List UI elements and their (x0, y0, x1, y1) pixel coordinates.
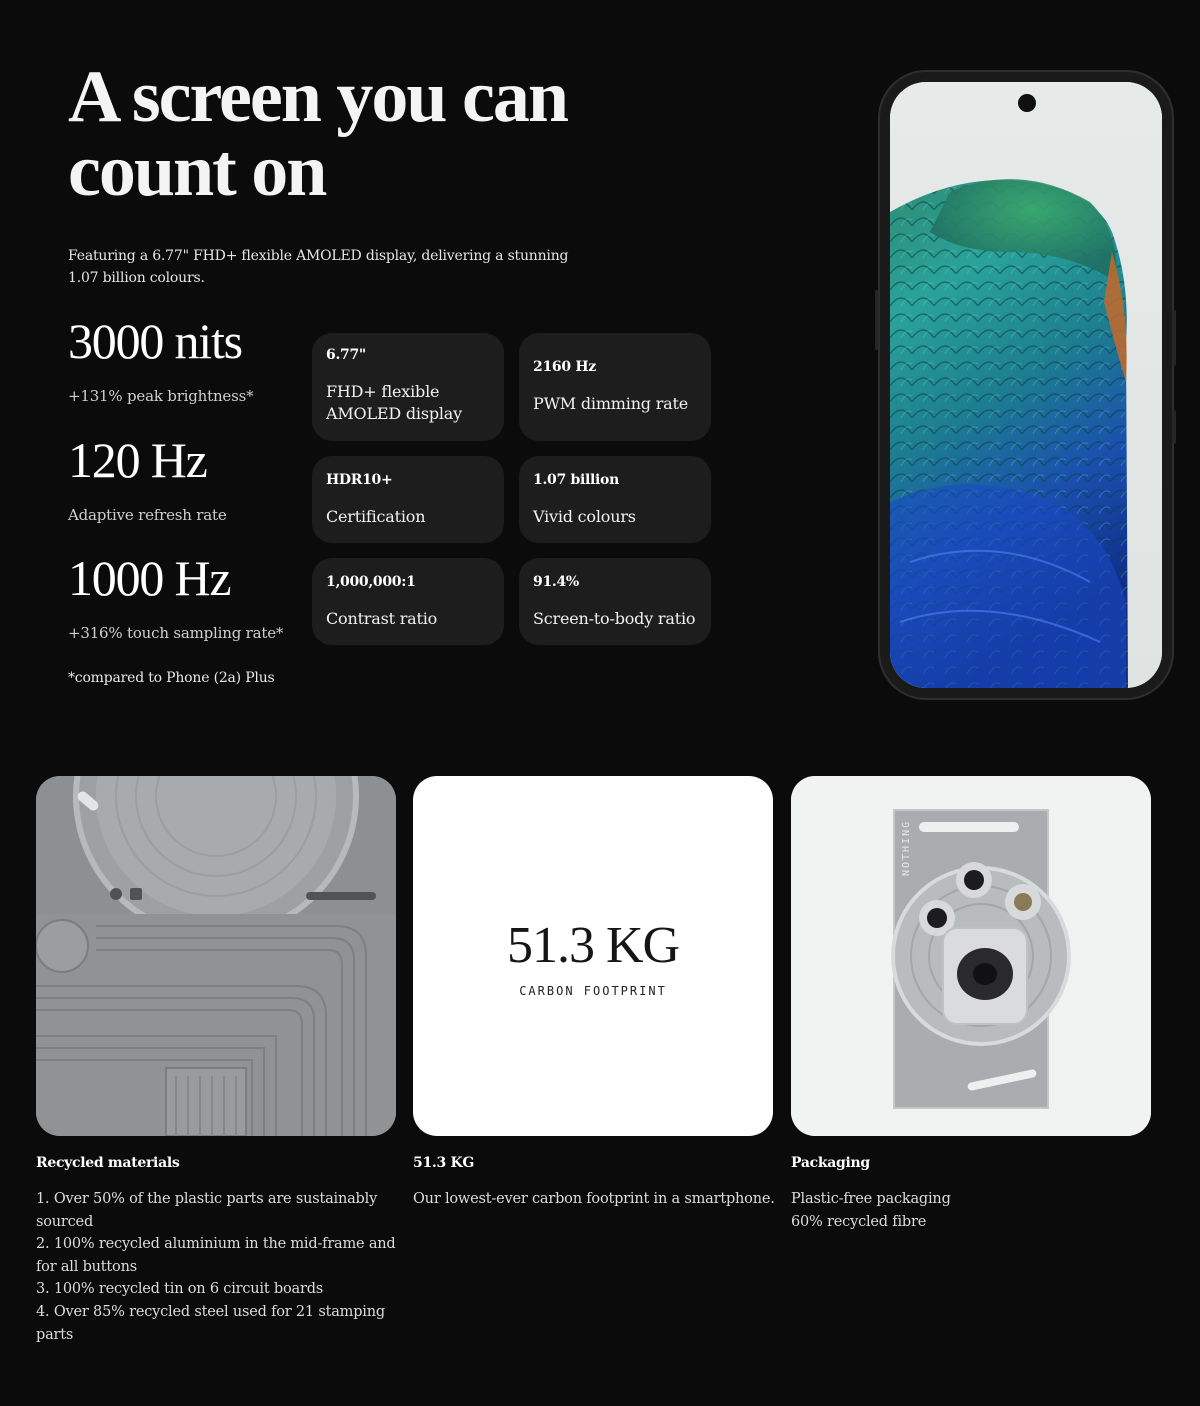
spec-value: HDR10+ (326, 472, 393, 488)
spec-label: Vivid colours (533, 507, 636, 526)
phone-side-button (1172, 410, 1176, 444)
spec-value: 1,000,000:1 (326, 574, 416, 590)
packaging-text (791, 1188, 1153, 1233)
spec-value: 1.07 billion (533, 472, 619, 488)
spec-label: Screen-to-body ratio (533, 609, 696, 628)
packaging-title: Packaging (791, 1155, 870, 1171)
recycled-materials-line: 1. Over 50% of the plastic parts are sustainably sourced (36, 1191, 378, 1230)
phone-screen (890, 82, 1162, 688)
spec-card-screen-ratio (519, 558, 711, 645)
carbon-line: Our lowest-ever carbon footprint in a smartphone. (413, 1191, 775, 1207)
carbon-title: 51.3 KG (413, 1155, 474, 1171)
stat-brightness-caption: +131% peak brightness* (68, 387, 254, 405)
spec-card-colours (519, 456, 711, 543)
spec-value: 6.77" (326, 347, 366, 363)
spec-label: Certification (326, 507, 426, 526)
intro-text: Featuring a 6.77" FHD+ flexible AMOLED display, delivering a stunning 1.07 billion colours. (68, 248, 569, 286)
page-title (68, 56, 628, 212)
recycled-materials-title: Recycled materials (36, 1155, 180, 1171)
packaging-line: 60% recycled fibre (791, 1213, 927, 1230)
stat-touch-value: 1000 Hz (68, 550, 231, 606)
spec-card-hdr (312, 456, 504, 543)
recycled-materials-text (36, 1188, 398, 1346)
carbon-footprint-card (413, 776, 773, 1136)
recycled-materials-line: 4. Over 85% recycled steel used for 21 stamping parts (36, 1303, 385, 1343)
spec-value: 2160 Hz (533, 359, 596, 375)
recycled-materials-image (36, 776, 396, 1136)
spec-label: PWM dimming rate (533, 394, 689, 413)
stat-brightness-value: 3000 nits (68, 313, 242, 369)
title-line-1: A screen you can (68, 56, 568, 138)
carbon-label: CARBON FOOTPRINT (519, 984, 667, 998)
stat-touch-caption: +316% touch sampling rate* (68, 624, 284, 642)
spec-card-display (312, 333, 504, 441)
phone-back-illustration (791, 776, 1151, 1136)
spec-label: Contrast ratio (326, 609, 438, 628)
phone-image (878, 70, 1174, 700)
carbon-value: 51.3 KG (506, 917, 680, 974)
spec-card-contrast (312, 558, 504, 645)
recycled-materials-line: 3. 100% recycled tin on 6 circuit boards (36, 1281, 324, 1298)
spec-value: 91.4% (533, 574, 579, 590)
stat-refresh-value: 120 Hz (68, 432, 207, 488)
stat-refresh-caption: Adaptive refresh rate (68, 506, 227, 524)
carbon-text (413, 1188, 775, 1211)
phone-side-button (1172, 310, 1176, 366)
footnote: *compared to Phone (2a) Plus (68, 670, 275, 686)
recycled-materials-line: 2. 100% recycled aluminium in the mid-frame and for all buttons (36, 1236, 396, 1275)
packaging-line: Plastic-free packaging (791, 1191, 951, 1207)
phone-side-button (875, 290, 879, 350)
packaging-image (791, 776, 1151, 1136)
front-camera-icon (1018, 94, 1036, 112)
title-line-2: count on (68, 130, 326, 212)
parrot-wallpaper (890, 82, 1162, 688)
spec-card-pwm (519, 333, 711, 441)
phone-back-brand: NOTHING (901, 819, 912, 876)
spec-label: FHD+ flexible AMOLED display (326, 382, 462, 423)
phone-internals-illustration (36, 776, 396, 1136)
